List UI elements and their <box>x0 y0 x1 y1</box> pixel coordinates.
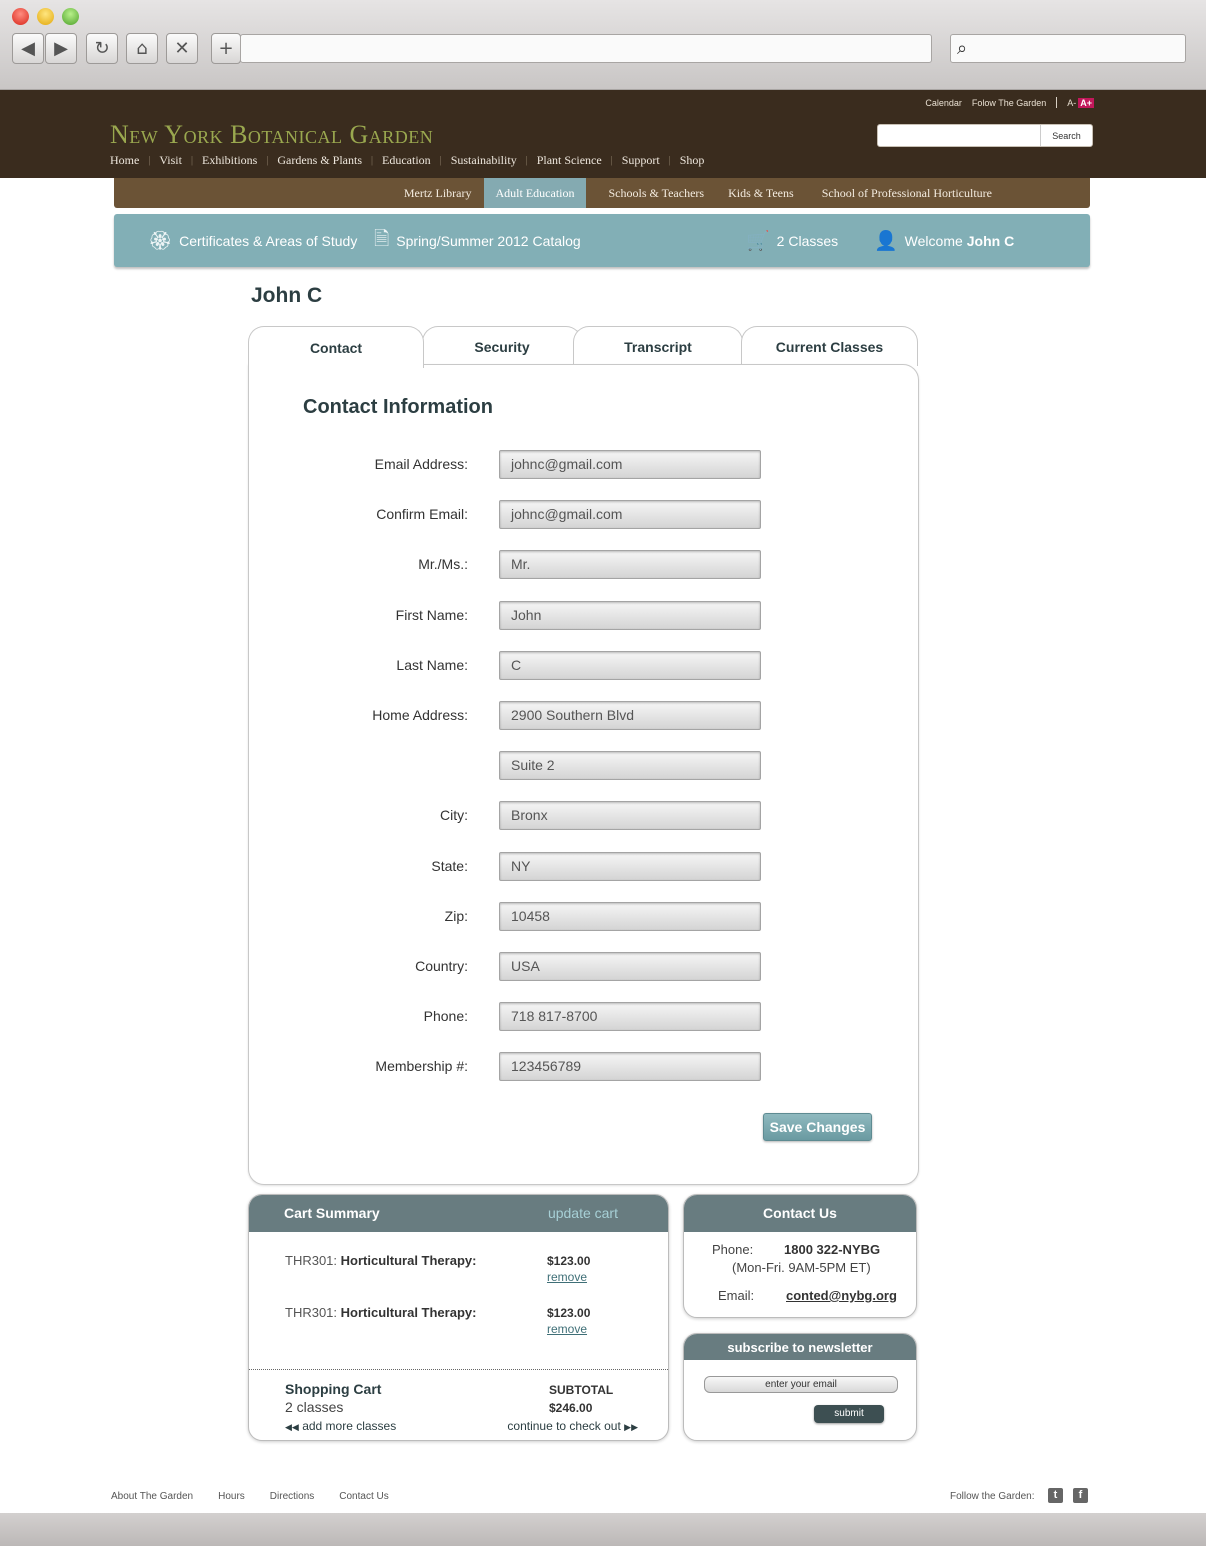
hours-text: (Mon-Fri. 9AM-5PM ET) <box>732 1260 871 1275</box>
email-label: Email: <box>718 1288 755 1303</box>
newsletter-submit-button[interactable]: submit <box>814 1405 884 1423</box>
field-label: Home Address: <box>372 707 468 723</box>
close-window-button[interactable] <box>12 8 29 25</box>
welcome-label: Welcome <box>904 232 963 249</box>
user-menu[interactable] <box>874 214 1014 267</box>
address-line2-field[interactable]: Suite 2 <box>499 751 761 780</box>
cart-icon: 🛒 <box>746 230 770 252</box>
country-field[interactable]: USA <box>499 952 761 981</box>
nav-visit[interactable]: Visit <box>159 153 182 167</box>
cart-item-price: $123.00 <box>547 1306 591 1320</box>
subnav-mertz-library[interactable]: Mertz Library <box>403 185 472 200</box>
field-label: State: <box>431 857 468 874</box>
field-label: Country: <box>415 958 468 974</box>
address-line1-field[interactable]: 2900 Southern Blvd <box>499 701 761 730</box>
membership-field[interactable]: 123456789 <box>499 1052 761 1081</box>
calendar-link[interactable]: Calendar <box>925 97 962 108</box>
form-row <box>249 952 920 982</box>
profile-tabs <box>248 326 918 366</box>
city-field[interactable]: Bronx <box>499 801 761 830</box>
course-code: THR301: <box>285 1305 338 1320</box>
contact-us-box <box>683 1194 917 1318</box>
search-icon: ⌕ <box>957 38 968 59</box>
form-row <box>249 651 920 681</box>
contact-us-title: Contact Us <box>684 1195 916 1232</box>
facebook-icon[interactable]: f <box>1073 1488 1088 1503</box>
field-label: Email Address: <box>374 456 468 472</box>
course-name: Horticultural Therapy: <box>340 1253 477 1268</box>
cart-item <box>285 1305 476 1320</box>
shopping-cart-title: Shopping Cart <box>285 1381 382 1397</box>
nav-plant-science[interactable]: Plant Science <box>536 153 602 167</box>
nav-separator: | <box>668 155 671 166</box>
tab-contact[interactable]: Contact <box>248 326 424 368</box>
subnav-schools-teachers[interactable]: Schools & Teachers <box>608 185 705 200</box>
follow-label: Follow the Garden: <box>950 1491 1035 1502</box>
double-left-arrow-icon: ◀◀ <box>285 1423 299 1433</box>
field-label: Mr./Ms.: <box>418 556 468 573</box>
phone-label: Phone: <box>712 1242 754 1257</box>
new-tab-icon[interactable]: + <box>211 33 241 64</box>
contact-heading: Contact Information <box>303 396 493 418</box>
form-row <box>249 902 920 932</box>
nav-education[interactable]: Education <box>382 153 431 167</box>
field-label: Phone: <box>423 1008 468 1025</box>
education-sub-nav <box>114 178 1090 208</box>
cart-count-label: 2 Classes <box>776 232 839 249</box>
form-row <box>249 601 920 631</box>
footer-about-link[interactable]: About The Garden <box>111 1491 194 1502</box>
reload-icon[interactable]: ↻ <box>86 33 118 64</box>
url-bar[interactable] <box>240 34 932 63</box>
course-code: THR301: <box>285 1253 338 1268</box>
cart-summary-header <box>249 1195 668 1232</box>
cart-item <box>285 1253 476 1268</box>
field-label: First Name: <box>395 606 468 623</box>
update-cart-link[interactable]: update cart <box>547 1205 618 1221</box>
footer-hours-link[interactable]: Hours <box>218 1491 245 1502</box>
cart-count: 2 classes <box>285 1399 344 1415</box>
catalog-label: Spring/Summer 2012 Catalog <box>396 232 581 249</box>
form-row <box>249 801 920 831</box>
field-label: Membership #: <box>375 1058 468 1075</box>
nav-exhibitions[interactable]: Exhibitions <box>201 153 258 167</box>
field-label: Last Name: <box>396 656 468 673</box>
forward-icon[interactable]: ▶ <box>45 33 77 64</box>
save-changes-button[interactable]: Save Changes <box>763 1113 872 1141</box>
subnav-professional-horticulture[interactable]: School of Professional Horticulture <box>821 185 992 200</box>
user-icon: 👤 <box>874 230 898 252</box>
catalog-link[interactable] <box>374 214 581 267</box>
document-icon: 🗎 <box>374 227 390 250</box>
field-label: Zip: <box>444 907 468 924</box>
email-field[interactable]: johnc@gmail.com <box>499 450 761 479</box>
nav-separator: | <box>371 155 374 166</box>
stop-icon[interactable]: ✕ <box>166 33 198 64</box>
confirm-email-field[interactable]: johnc@gmail.com <box>499 500 761 529</box>
account-bar <box>114 214 1090 267</box>
tab-security[interactable]: Security <box>422 326 582 366</box>
form-row <box>249 550 920 580</box>
user-name: John C <box>966 232 1015 249</box>
zip-field[interactable]: 10458 <box>499 902 761 931</box>
nav-support[interactable]: Support <box>621 153 660 167</box>
add-more-classes-link[interactable] <box>285 1419 396 1433</box>
certificates-link[interactable] <box>148 214 357 267</box>
nav-separator: | <box>525 155 528 166</box>
form-row <box>249 500 920 530</box>
field-label: City: <box>440 807 468 824</box>
nav-sustainability[interactable]: Sustainability <box>450 153 517 167</box>
cart-link[interactable] <box>746 214 838 267</box>
nav-separator: | <box>610 155 613 166</box>
checkout-label: continue to check out <box>507 1419 621 1433</box>
contact-panel <box>248 364 919 1185</box>
newsletter-box <box>683 1333 917 1441</box>
form-row <box>249 1052 920 1082</box>
subtotal-value: $246.00 <box>549 1401 593 1415</box>
utility-links <box>925 97 1094 108</box>
subtotal-label: SUBTOTAL <box>549 1383 614 1397</box>
minimize-window-button[interactable] <box>37 8 54 25</box>
main-nav <box>110 153 713 168</box>
email-link[interactable]: conted@nybg.org <box>786 1288 897 1303</box>
form-row <box>249 751 920 781</box>
nav-shop[interactable]: Shop <box>679 153 705 167</box>
footer-links <box>111 1491 389 1502</box>
footer-contact-link[interactable]: Contact Us <box>339 1491 389 1502</box>
checkout-link[interactable] <box>507 1419 638 1433</box>
certificates-label: Certificates & Areas of Study <box>179 232 358 249</box>
salutation-field[interactable]: Mr. <box>499 550 761 579</box>
ribbon-icon: 🏵 <box>148 230 173 252</box>
phone-value: 1800 322-NYBG <box>784 1242 881 1257</box>
font-larger-button[interactable]: A+ <box>1080 97 1092 108</box>
footer-directions-link[interactable]: Directions <box>269 1491 315 1502</box>
divider <box>1056 97 1057 108</box>
back-icon[interactable]: ◀ <box>12 33 44 64</box>
follow-garden-link[interactable]: Folow The Garden <box>971 97 1047 108</box>
divider <box>249 1369 669 1370</box>
form-row <box>249 852 920 882</box>
nav-separator: | <box>148 155 151 166</box>
remove-item-link[interactable]: remove <box>547 1322 588 1336</box>
cart-summary-title: Cart Summary <box>284 1205 380 1221</box>
newsletter-email-input[interactable]: enter your email <box>704 1376 898 1393</box>
nav-separator: | <box>266 155 269 166</box>
course-name: Horticultural Therapy: <box>340 1305 477 1320</box>
site-search-input[interactable] <box>877 124 1093 147</box>
double-right-arrow-icon: ▶▶ <box>624 1423 638 1433</box>
form-row <box>249 1002 920 1032</box>
newsletter-title: subscribe to newsletter <box>684 1334 916 1360</box>
site-header <box>0 90 1206 178</box>
browser-search-input[interactable] <box>950 34 1186 63</box>
tab-transcript[interactable]: Transcript <box>573 326 743 366</box>
twitter-icon[interactable]: t <box>1048 1488 1063 1503</box>
remove-item-link[interactable]: remove <box>547 1270 588 1284</box>
page-title: John C <box>251 284 323 307</box>
subnav-adult-education[interactable]: Adult Education <box>484 178 587 208</box>
form-row <box>249 450 920 480</box>
subnav-kids-teens[interactable]: Kids & Teens <box>728 185 794 200</box>
site-search-button[interactable]: Search <box>1040 125 1092 146</box>
last-name-field[interactable]: C <box>499 651 761 680</box>
browser-status-bar <box>0 1513 1206 1546</box>
state-field[interactable]: NY <box>499 852 761 881</box>
nav-home[interactable]: Home <box>110 153 140 167</box>
nav-separator: | <box>190 155 193 166</box>
maximize-window-button[interactable] <box>62 8 79 25</box>
cart-item-price: $123.00 <box>547 1254 591 1268</box>
add-more-label: add more classes <box>302 1419 397 1433</box>
font-smaller-button[interactable]: A- <box>1067 97 1077 108</box>
nav-separator: | <box>439 155 442 166</box>
first-name-field[interactable]: John <box>499 601 761 630</box>
cart-summary <box>248 1194 669 1441</box>
phone-field[interactable]: 718 817-8700 <box>499 1002 761 1031</box>
field-label: Confirm Email: <box>376 506 468 523</box>
nav-gardens-plants[interactable]: Gardens & Plants <box>277 153 362 167</box>
site-logo[interactable]: New York Botanical Garden <box>110 120 434 149</box>
home-icon[interactable]: ⌂ <box>126 33 158 64</box>
browser-chrome <box>0 0 1206 90</box>
form-row <box>249 701 920 731</box>
tab-current-classes[interactable]: Current Classes <box>741 326 918 366</box>
